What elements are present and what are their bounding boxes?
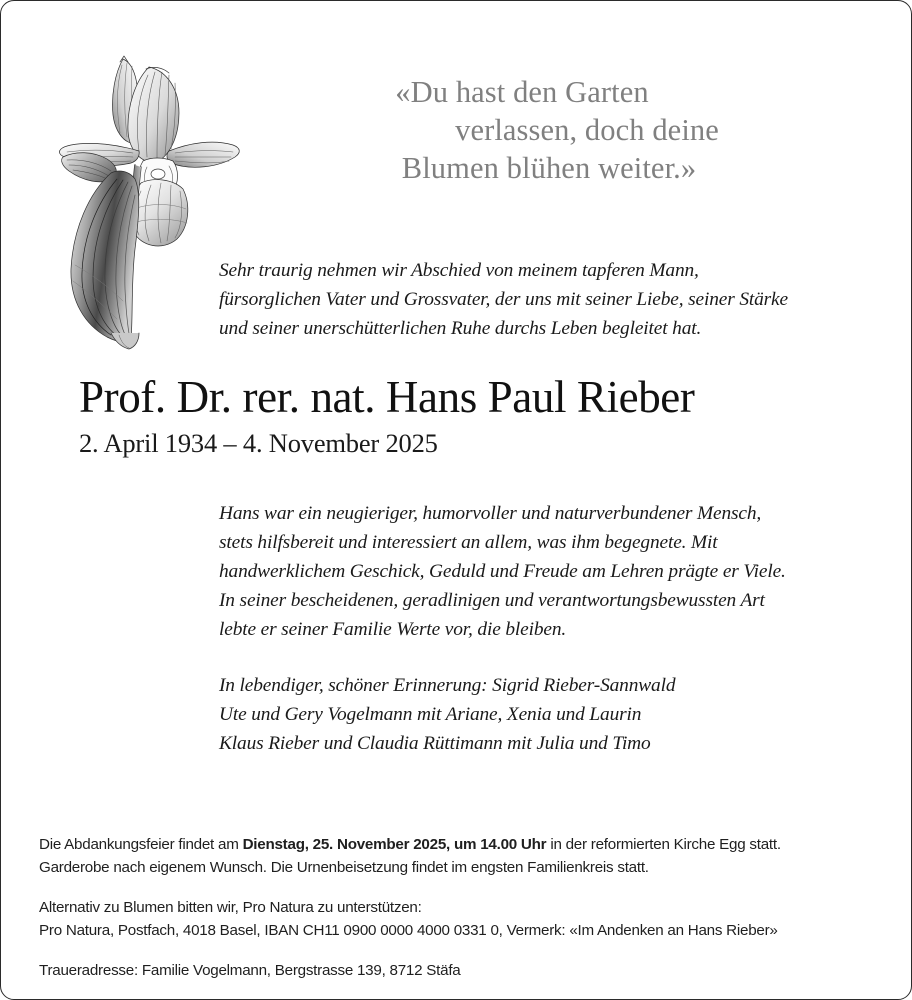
notice-footer: [39, 833, 884, 982]
life-line-5: lebte er seiner Familie Werte vor, die bleiben.: [219, 619, 567, 640]
donation-details: [39, 896, 884, 942]
ceremony-datetime: Dienstag, 25. November 2025, um 14.00 Uhr: [242, 836, 547, 853]
life-line-2: stets hilfsbereit und interessiert an allem, was ihm begegnete. Mit: [219, 532, 718, 553]
quote-line-1: «Du hast den Garten: [395, 75, 649, 109]
life-line-4: In seiner bescheidenen, geradlinigen und verantwortungsbewussten Art: [219, 590, 765, 611]
ceremony-text-pre: Die Abdankungsfeier findet am: [39, 836, 243, 853]
quote-line-2: verlassen, doch deine: [455, 113, 719, 147]
donation-line-1: Alternativ zu Blumen bitten wir, Pro Natura zu unterstützen:: [39, 899, 422, 916]
intro-paragraph: [219, 256, 891, 343]
donation-line-2: Pro Natura, Postfach, 4018 Basel, IBAN CH11 0900 0000 4000 0331 0, Vermerk: «Im Andenken an Hans Rieber»: [39, 922, 778, 939]
intro-line-3: und seiner unerschütterlichen Ruhe durchs Leben begleitet hat.: [219, 318, 702, 339]
address-line: Traueradresse: Familie Vogelmann, Bergstrasse 139, 8712 Stäfa: [39, 962, 461, 979]
survivors-line-3: Klaus Rieber und Claudia Rüttimann mit Julia und Timo: [219, 733, 651, 754]
deceased-life-dates: 2. April 1934 – 4. November 2025: [79, 428, 438, 458]
ceremony-text-post: in der reformierten Kirche Egg statt.: [546, 836, 781, 853]
life-description-paragraph: [219, 499, 875, 644]
life-line-1: Hans war ein neugieriger, humorvoller und naturverbundener Mensch,: [219, 503, 762, 524]
survivors-line-2: Ute und Gery Vogelmann mit Ariane, Xenia und Laurin: [219, 704, 642, 725]
deceased-full-name: Prof. Dr. rer. nat. Hans Paul Rieber: [79, 372, 695, 422]
memorial-quote: [301, 73, 801, 187]
life-line-3: handwerklichem Geschick, Geduld und Freude am Lehren prägte er Viele.: [219, 561, 786, 582]
quote-line-3: Blumen blühen weiter.»: [401, 151, 697, 185]
lady-slipper-orchid-illustration: [27, 33, 247, 351]
survivors-paragraph: [219, 671, 859, 758]
mourning-address: [39, 959, 884, 982]
ceremony-line-2: Garderobe nach eigenem Wunsch. Die Urnenbeisetzung findet im engsten Familienkreis statt.: [39, 859, 649, 876]
ceremony-details: [39, 833, 884, 879]
ceremony-line-1: [39, 833, 884, 856]
deceased-name-block: [79, 371, 879, 459]
intro-line-2: fürsorglichen Vater und Grossvater, der uns mit seiner Liebe, seiner Stärke: [219, 289, 788, 310]
intro-line-1: Sehr traurig nehmen wir Abschied von meinem tapferen Mann,: [219, 260, 699, 281]
survivors-line-1: In lebendiger, schöner Erinnerung: Sigrid Rieber-Sannwald: [219, 675, 676, 696]
